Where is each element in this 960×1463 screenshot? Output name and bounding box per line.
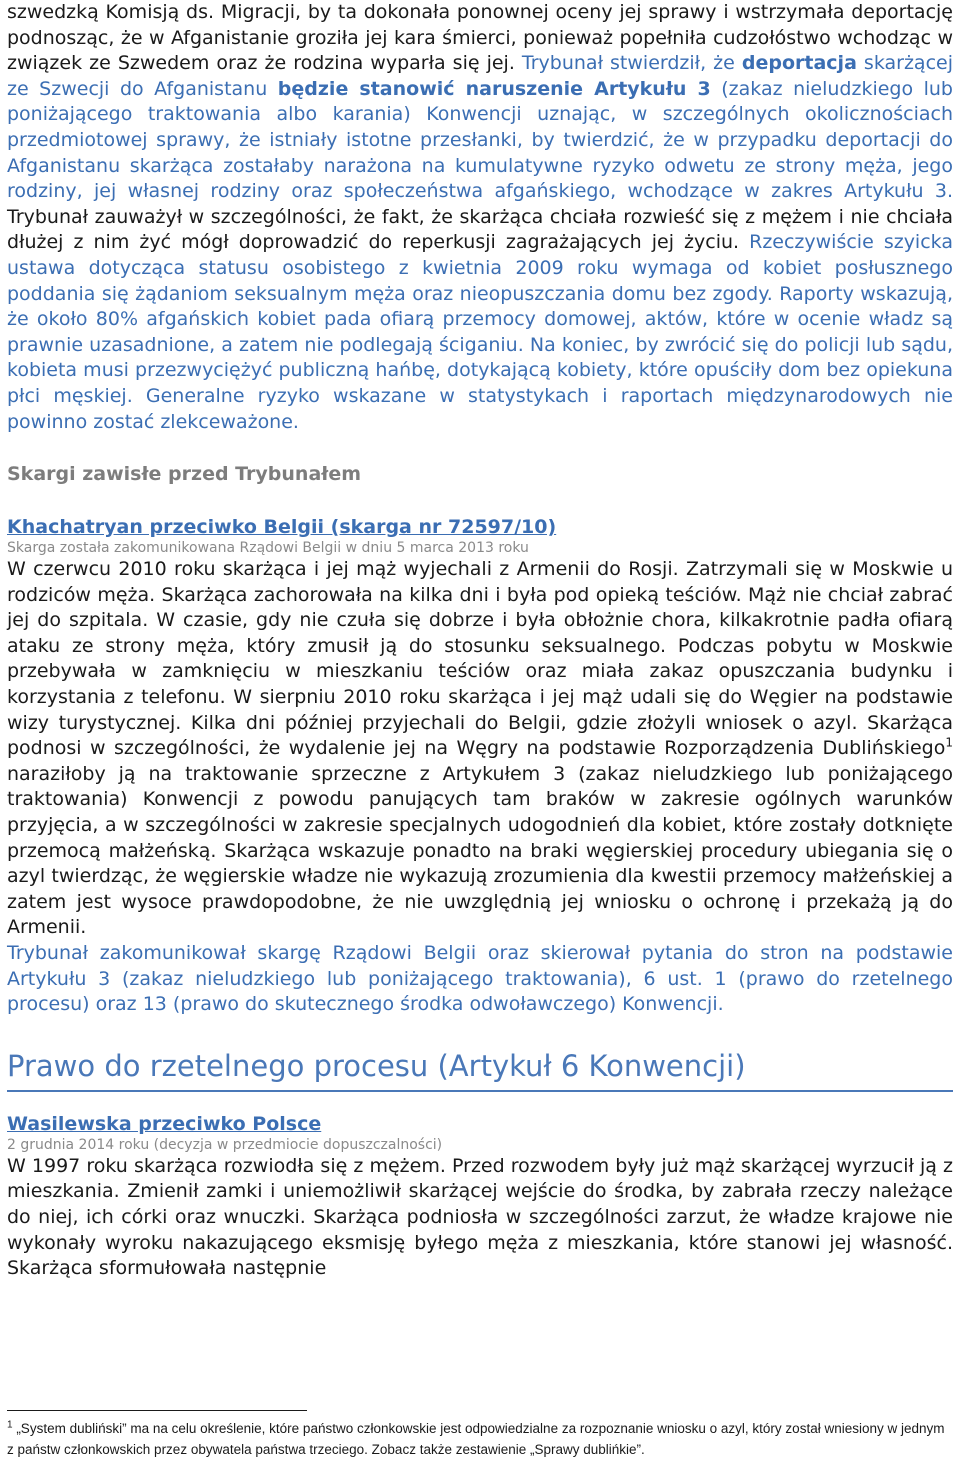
intro-text-t3: (zakaz nieludzkiego lub poniżającego traktowania albo karania) Konwencji uznając, w szczególnych okolicznościach przedmiotowej sprawy, że istniały istotne przesłanki, by twierdzić, że w przypadku deportacji do Afganistanu skarżąca zostałaby narażona na kumulatywne ryzyko odwetu ze strony męża, jego rodziny, jej własnej rodziny oraz społeczeństwa afgańskiego, wchodzące w zakres Artykułu 3. (7, 77, 953, 203)
case-body-wasilewska: W 1997 roku skarżąca rozwiodła się z mężem. Przed rozwodem były już mąż skarżącej wyrzucił ją z mieszkania. Zmienił zamki i uniemożliwił skarżącej wejście do środka, by zabrała rzeczy należące do niej, ich córki oraz wnuczki. Skarżąca podniosła w szczególności zarzut, że władze krajowe nie wykonały wyroku nakazującego eksmisję byłego męża z mieszkania, które stanowi jej własność. Skarżąca sformułowała następnie (7, 1154, 953, 1280)
intro-text-t4: Trybunał zauważył w szczególności, że fakt, że skarżąca chciała rozwieść się z mężem i nie chciała dłużej z nim żyć mógł doprowadzić do reperkusji zagrażających jej życiu. (7, 205, 953, 254)
footnote-ref[interactable]: 1 (945, 735, 953, 750)
footnote-divider (7, 1410, 307, 1411)
case-subtitle-khachatryan: Skarga została zakomunikowana Rządowi Belgii w dniu 5 marca 2013 roku (7, 540, 529, 557)
intro-text-t5: Rzeczywiście szyicka ustawa dotycząca statusu osobistego z kwietnia 2009 roku wymaga od kobiet posłusznego poddania się żądaniom seksualnym męża oraz nieopuszczania domu bez zgody. Raporty wskazują, że około 80% afgańskich kobiet pada ofiarą przemocy domowej, aktów, które w ocenie władz są prawnie uzasadnione, a zatem nie podlegają ściganiu. Na koniec, by zwrócić się do policji lub sądu, kobieta musi przezwyciężyć publiczną hańbę, dotykającą kobiety, które opuściły dom bez opiekuna płci męskiej. Generalne ryzyko wskazane w statystykach i raportach międzynarodowych nie powinno zostać zlekceważone. (7, 231, 953, 433)
case-body-khachatryan (7, 557, 953, 941)
footnote-number: 1 (7, 1419, 13, 1431)
case-body-communication: Trybunał zakomunikował skargę Rządowi Belgii oraz skierował pytania do stron na podstawie Artykułu 3 (zakaz nieludzkiego lub poniżającego traktowania), 6 ust. 1 (prawo do rzetelnego procesu) oraz 13 (prawo do skutecznego środka odwoławczego) Konwencji. (7, 942, 953, 1016)
intro-text-t1: Trybunał stwierdził, że (521, 52, 742, 75)
intro-bold-deportation: deportacja (741, 52, 857, 75)
document-page (7, 0, 953, 1282)
case-body-b: naraziłoby ją na traktowanie sprzeczne z Artykułem 3 (zakaz nieludzkiego lub poniżającego traktowania) Konwencji z powodu panujących tam braków w zakresie ogólnych warunków przyjęcia, a w szczególności w zakresie specjalnych udogodnień dla kobiet, które zostały dotknięte przemocą małżeńską. Skarżąca wskazuje ponadto na braki węgierskiej procedury ubiegania się o azyl twierdząc, że węgierskie władze nie wykazują zrozumienia dla kwestii przemocy małżeńskiej a zatem jest wysoce prawdopodobne, że nie uwzględnią jej wniosku o ochronę i przekażą ją do Armenii. (7, 762, 953, 939)
intro-paragraph (7, 0, 953, 435)
case-title-wasilewska[interactable]: Wasilewska przeciwko Polsce (7, 1112, 322, 1135)
intro-bold-violation: będzie stanowić naruszenie Artykułu 3 (277, 77, 711, 100)
case-title-khachatryan[interactable]: Khachatryan przeciwko Belgii (skarga nr 72597/10) (7, 516, 557, 539)
intro-text-t2: skarżącej ze Szwecji do Afganistanu (7, 52, 953, 100)
pending-cases-label: Skargi zawisłe przed Trybunałem (7, 463, 362, 486)
case-subtitle-wasilewska: 2 grudnia 2014 roku (decyzja w przedmiocie dopuszczalności) (7, 1136, 443, 1153)
section-heading-article-6: Prawo do rzetelnego procesu (Artykuł 6 Konwencji) (7, 1048, 953, 1092)
case-body-a: W czerwcu 2010 roku skarżąca i jej mąż wyjechali z Armenii do Rosji. Zatrzymali się w Moskwie u rodziców męża. Skarżąca zachorowała na kilka dni i była pod opieką teściów. Mąż nie chciał zabrać jej do szpitala. W czasie, gdy nie czuła się dobrze i była obłożnie chora, kilkakrotnie padła ofiarą ataku ze strony męża, który zmusił ją do stosunku seksualnego. Podczas pobytu w Moskwie przebywała w zamknięciu w mieszkaniu teściów oraz miała zakaz opuszczania budynku i korzystania z telefonu. W sierpniu 2010 roku skarżąca i jej mąż udali się do Węgier na podstawie wizy turystycznej. Kilka dni później przyjechali do Belgii, gdzie złożyli wniosek o azyl. Skarżąca podnosi w szczególności, że wydalenie jej na Węgry na podstawie Rozporządzenia Dublińskiego (7, 558, 953, 760)
footnote-text: „System dubliński” ma na celu określenie, które państwo członkowskie jest odpowiedzialne za rozpoznanie wniosku o azyl, który został wniesiony w jednym z państw członkowskich przez obywatela państwa trzeciego. Zobacz także zestawienie „Sprawy dublińkie”. (7, 1421, 945, 1457)
footnote (7, 1418, 947, 1460)
intro-text-a: szwedzką Komisją ds. Migracji, by ta dokonała ponownej oceny jej sprawy i wstrzymała deportację podnosząc, że w Afganistanie groziła jej kara śmierci, ponieważ popełniła cudzołóstwo wchodząc w związek ze Szwedem oraz że rodzina wyparła się jej. (7, 1, 953, 75)
